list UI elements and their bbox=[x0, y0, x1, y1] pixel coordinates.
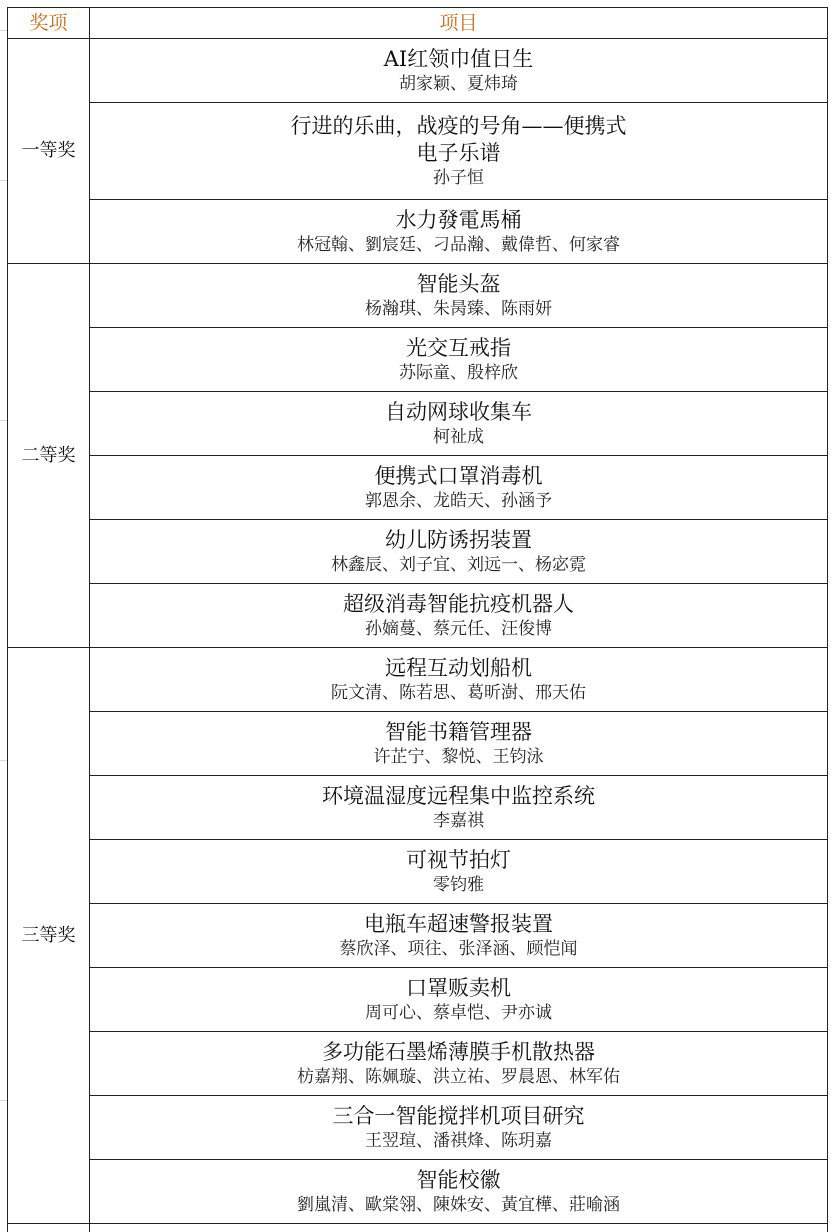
table-row bbox=[8, 392, 828, 456]
project-cell[interactable] bbox=[90, 648, 828, 712]
project-members: 阮文清、陈若思、葛昕澍、邢天佑 bbox=[90, 682, 827, 704]
project-title: 三合一智能搅拌机项目研究 bbox=[90, 1103, 827, 1130]
project-members: 郭恩余、龙皓天、孙涵予 bbox=[90, 490, 827, 512]
table-row bbox=[8, 200, 828, 264]
project-members: 枋嘉翔、陈姵璇、洪立祐、罗晨恩、林军佑 bbox=[90, 1066, 827, 1088]
award-table bbox=[7, 7, 828, 1232]
project-title: 智能头盔 bbox=[90, 271, 827, 298]
tier-column-header[interactable]: 奖项 bbox=[8, 8, 90, 39]
table-row bbox=[8, 648, 828, 712]
project-title: AI红领巾值日生 bbox=[90, 46, 827, 73]
award-table-body bbox=[8, 39, 828, 1232]
project-cell[interactable] bbox=[90, 840, 828, 904]
project-members: 劉嵐清、歐棠翎、陳姝安、黃宜樺、莊喻涵 bbox=[90, 1194, 827, 1216]
table-row bbox=[8, 712, 828, 776]
table-row bbox=[8, 840, 828, 904]
project-column-header[interactable]: 项目 bbox=[90, 8, 828, 39]
project-members: 孙子恒 bbox=[90, 167, 827, 189]
project-title: 可视节拍灯 bbox=[90, 847, 827, 874]
project-cell[interactable] bbox=[90, 1096, 828, 1160]
project-title: 口罩贩卖机 bbox=[90, 975, 827, 1002]
table-row bbox=[8, 776, 828, 840]
project-title: 自动网球收集车 bbox=[90, 399, 827, 426]
table-row bbox=[8, 968, 828, 1032]
project-members: 苏际童、殷梓欣 bbox=[90, 362, 827, 384]
table-row bbox=[8, 1096, 828, 1160]
project-members: 杨瀚琪、朱昺臻、陈雨妍 bbox=[90, 298, 827, 320]
project-title: 远程互动划船机 bbox=[90, 655, 827, 682]
project-title: 环境温湿度远程集中监控系统 bbox=[90, 783, 827, 810]
table-row bbox=[8, 904, 828, 968]
tier-cell-third[interactable]: 三等奖 bbox=[8, 648, 90, 1224]
project-cell[interactable] bbox=[90, 264, 828, 328]
project-members: 许芷宁、黎悦、王钧泳 bbox=[90, 746, 827, 768]
table-row bbox=[8, 584, 828, 648]
project-cell[interactable] bbox=[90, 712, 828, 776]
table-row bbox=[8, 39, 828, 103]
table-row bbox=[8, 1032, 828, 1096]
project-cell[interactable] bbox=[90, 328, 828, 392]
tier-cell-first[interactable]: 一等奖 bbox=[8, 39, 90, 264]
project-cell[interactable] bbox=[90, 456, 828, 520]
project-cell[interactable] bbox=[90, 1160, 828, 1224]
project-title: 光交互戒指 bbox=[90, 335, 827, 362]
project-title: 电瓶车超速警报装置 bbox=[90, 911, 827, 938]
project-members: 王翌瑄、潘祺烽、陈玥嘉 bbox=[90, 1130, 827, 1152]
table-row bbox=[8, 1160, 828, 1224]
project-cell[interactable] bbox=[90, 392, 828, 456]
project-members: 林冠翰、劉宸廷、刁品瀚、戴偉哲、何家睿 bbox=[90, 234, 827, 256]
project-title: 行进的乐曲，战疫的号角——便携式 电子乐谱 bbox=[90, 113, 827, 167]
project-members: 李嘉祺 bbox=[90, 810, 827, 832]
project-cell[interactable] bbox=[90, 200, 828, 264]
project-title: 便携式口罩消毒机 bbox=[90, 463, 827, 490]
project-cell[interactable] bbox=[90, 904, 828, 968]
project-title: 智能校徽 bbox=[90, 1167, 827, 1194]
project-cell[interactable] bbox=[90, 103, 828, 200]
project-title: 智能书籍管理器 bbox=[90, 719, 827, 746]
project-cell[interactable] bbox=[90, 1032, 828, 1096]
project-cell[interactable] bbox=[90, 39, 828, 103]
table-row bbox=[8, 328, 828, 392]
project-cell[interactable] bbox=[90, 968, 828, 1032]
table-row bbox=[8, 520, 828, 584]
project-members: 蔡欣泽、项往、张泽涵、顾恺闻 bbox=[90, 938, 827, 960]
project-members: 零钧雅 bbox=[90, 874, 827, 896]
project-cell[interactable] bbox=[90, 520, 828, 584]
table-row bbox=[8, 264, 828, 328]
table-row bbox=[8, 456, 828, 520]
project-members: 柯祉成 bbox=[90, 426, 827, 448]
project-title: 幼儿防诱拐装置 bbox=[90, 527, 827, 554]
project-cell[interactable] bbox=[90, 776, 828, 840]
table-row bbox=[8, 103, 828, 200]
project-title: 水力發電馬桶 bbox=[90, 207, 827, 234]
header-row bbox=[8, 8, 828, 39]
project-members: 胡家颖、夏炜琦 bbox=[90, 73, 827, 95]
project-title: 多功能石墨烯薄膜手机散热器 bbox=[90, 1039, 827, 1066]
project-title: 超级消毒智能抗疫机器人 bbox=[90, 591, 827, 618]
project-cell[interactable] bbox=[90, 584, 828, 648]
project-members: 周可心、蔡卓恺、尹亦诚 bbox=[90, 1002, 827, 1024]
project-members: 林鑫辰、刘子宜、刘远一、杨宓霓 bbox=[90, 554, 827, 576]
tier-cell-second[interactable]: 二等奖 bbox=[8, 264, 90, 648]
project-members: 孙嫡蔓、蔡元任、汪俊博 bbox=[90, 618, 827, 640]
